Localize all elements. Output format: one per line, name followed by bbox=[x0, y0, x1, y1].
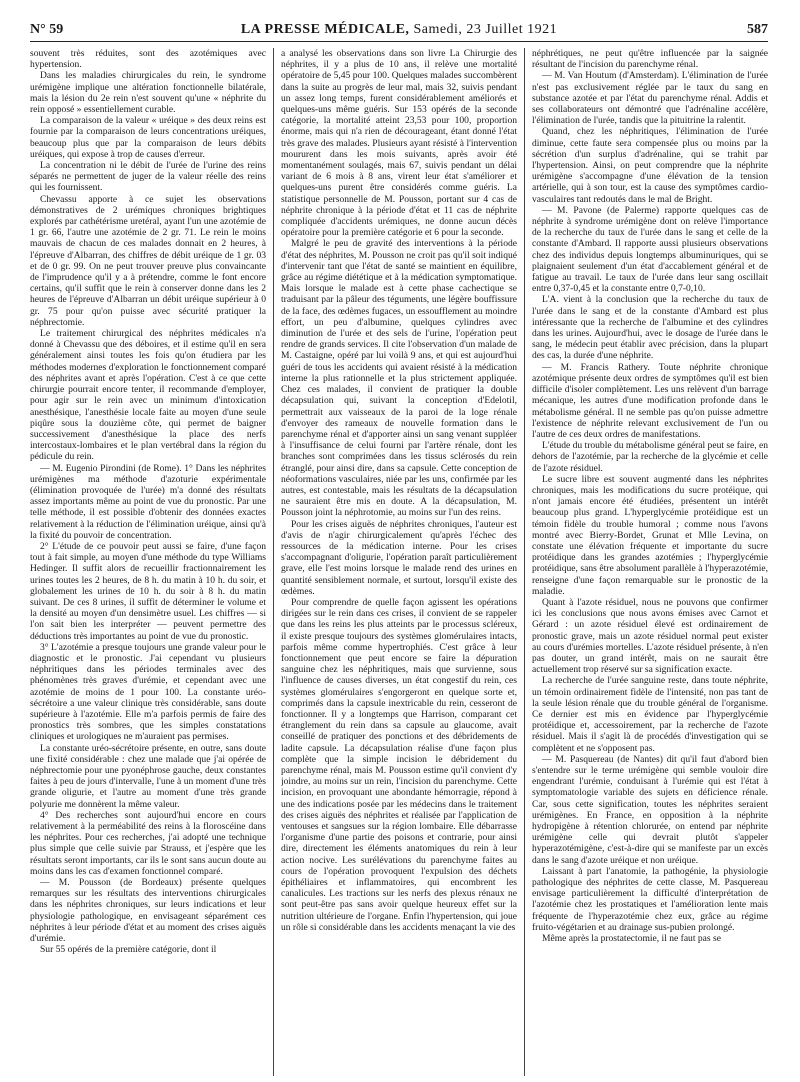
paragraph: Chevassu apporte à ce sujet les observations démonstratives de 2 urémiques chroniques brightiques explorés par cathétérisme uretéral, ayant l'un une azotémie de 1 gr. 66, l'autre une azotémie de 2 gr. 71. Le rein le moins mauvais de chacun de ces malades donnait en 2 heures, à l'épreuve d'Albarran, des chiffres de débit uréique de 1 gr. 03 et de 0 gr. 99. On ne peut trouver preuve plus convaincante de l'imprudence qu'il y a à prétendre, comme le font encore certains, qu'il suffit que le rein à conserver donne dans les 2 heures de l'épreuve d'Albarran un débit uréique supérieur à 0 gr. 75 pour qu'on puisse avec sécurité pratiquer la néphrectomie. bbox=[30, 193, 266, 328]
paragraph: Même après la prostatectomie, il ne faut pas se bbox=[542, 933, 721, 945]
paragraph: — M. Pousson (de Bordeaux) présente quelques remarques sur les résultats des interventions chirurgicales dans les néphrites chroniques, sur leurs indications et leur physiologie pathologique, en envisageant séparément ces néphrites à leur période d'état et au moment des crises aiguës d'urémie. bbox=[30, 877, 266, 945]
paragraph: Dans les maladies chirurgicales du rein, le syndrome urémigène implique une altération fonctionnelle bilatérale, mais la lésion du 2e rein n'est souvent qu'une « néphrite du rein opposé » essentiellement curable. bbox=[30, 70, 266, 116]
running-header bbox=[30, 22, 768, 38]
text-column-left bbox=[30, 48, 266, 1078]
paragraph: — M. Pavone (de Palerme) rapporte quelques cas de néphrite à syndrome urémigène dont on relève l'importance de la recherche du taux de l'urée dans le sang et celle de la constante d'Ambard. Il rapporte aussi plusieurs observations chez des individus depuis longtemps albuminuriques, qui se plaignaient seulement d'un état d'accablement général et de fatigue au travail. Le taux de l'urée dans leur sang oscillait entre 0,37-0,45 et la constante entre 0,7-0,10. bbox=[532, 204, 768, 295]
text-column-right bbox=[532, 48, 768, 1078]
issue-number: N° 59 bbox=[30, 22, 64, 37]
paragraph: Quant à l'azote résiduel, nous ne pouvons que confirmer ici les conclusions que nous avons émises avec Carnot et Gérard : un azote résiduel élevé est ordinairement de pronostic grave, mais un azote résiduel normal peut exister au cours d'urémies mortelles. L'azote résiduel présente, à n'en pas douter, un grand intérêt, mais on ne saurait être actuellement trop réservé sur sa signification exacte. bbox=[532, 596, 768, 676]
paragraph: 3° L'azotémie a presque toujours une grande valeur pour le diagnostic et le pronostic. J'ai cependant vu plusieurs néphritiques dans les périodes terminales avec des phénomènes très graves d'urémie, et cependant avec une azotémie de moins de 1 pour 100. La constante uréo-sécrétoire a une valeur clinique très considérable, sans doute supérieure à l'azotémie. Elle m'a parfois permis de faire des pronostics très sombres, que les simples constatations cliniques et urologiques ne m'auraient pas permises. bbox=[30, 641, 266, 743]
paragraph: 2° L'étude de ce pouvoir peut aussi se faire, d'une façon tout à fait simple, au moyen d'une méthode du type Williams Hedinger. Il suffit alors de recueillir fractionnairement les urines toutes les 2 heures, de 8 h. du matin à 10 h. du soir, et globalement les urines de 10 h. du soir à 8 h. du matin suivant. De ces 8 urines, il suffit de déterminer le volume et la densité au moyen d'un densimètre usuel. Les chiffres — si l'on sait bien les interpréter — peuvent permettre des déductions très importantes au point de vue du pronostic. bbox=[30, 540, 266, 642]
paragraph: souvent très réduites, sont des azotémiques avec hypertension. bbox=[30, 48, 266, 71]
header-rule bbox=[30, 41, 768, 42]
paragraph: L'A. vient à la conclusion que la recherche du taux de l'urée dans le sang et de la constante d'Ambard est plus intéressante que la recherche de l'albumine et des cylindres dans les urines. Aujourd'hui, avec le dosage de l'urée dans le sang, le médecin peut établir avec précision, dans la plupart des cas, la durée d'une néphrite. bbox=[532, 294, 768, 362]
paragraph: — M. Eugenio Pirondini (de Rome). 1° Dans les néphrites urémigènes ma méthode d'azoturie expérimentale (élimination provoquée de l'urée) m'a donné des résultats assez importants même au point de vue du pronostic. Par une telle méthode, il est possible d'obtenir des données exactes relativement à la réduction de l'élimination uréique, ainsi qu'à la fixité du pouvoir de concentration. bbox=[30, 462, 266, 541]
issue-date: Samedi, 23 Juillet 1921 bbox=[413, 22, 558, 37]
paragraph: L'étude du trouble du métabolisme général peut se faire, en dehors de l'azotémie, par la recherche de la glycémie et celle de l'azote résiduel. bbox=[532, 440, 768, 474]
paragraph: néphrétiques, ne peut qu'être influencée par la saignée résultant de l'incision du parenchyme rénal. bbox=[532, 48, 768, 71]
column-divider bbox=[273, 48, 274, 1076]
paragraph: La recherche de l'urée sanguine reste, dans toute néphrite, un témoin ordinairement fidèle de l'intensité, non pas tant de la seule lésion rénale que du trouble général de l'organisme. Ce dernier est mis en évidence par l'hyperglycémie protéidique et, accessoirement, par la recherche de l'azote résiduel. Mais il s'agit là de procédés d'investigation qui se complètent et ne s'opposent pas. bbox=[532, 675, 768, 754]
paragraph: Sur 55 opérés de la première catégorie, dont il bbox=[40, 944, 217, 956]
text-column-middle bbox=[281, 48, 517, 1078]
paragraph: — M. Francis Rathery. Toute néphrite chronique azotémique présente deux ordres de symptômes qu'il est bien difficile d'isoler complètement. Les uns relèvent d'un barrage mécanique, les autres d'une modification profonde dans le métabolisme général. Il ne semble pas qu'on puisse admettre l'existence de néphrite relevant exclusivement de l'un ou l'autre de ces deux ordres de manifestations. bbox=[532, 361, 768, 440]
paragraph: Le sucre libre est souvent augmenté dans les néphrites chroniques, mais les modifications du sucre protéique, qui n'ont jamais encore été étudiées, présentent un intérêt beaucoup plus grand. L'hyperglycémie protéidique est un témoin fidèle du trouble humoral ; comme nous l'avons montré avec Bierry-Bordet, Grunat et Mlle Levina, on constate une élévation fréquente et importante du sucre protéidique dans les grandes azotémies ; l'hyperglycémie protéidique, sans être absolument parallèle à l'hyperazotémie, renseigne d'une façon remarquable sur le pronostic de la maladie. bbox=[532, 473, 768, 597]
paragraph: — M. Van Houtum (d'Amsterdam). L'élimination de l'urée n'est pas exclusivement réglée par le taux du sang en substance azotée et par l'état du parenchyme rénal. Addis et ses collaborateurs ont démontré que l'adrénaline accélère, l'élimination de l'urée, tandis que la pituitrine la ralentit. bbox=[532, 70, 768, 127]
paragraph: La concentration ni le débit de l'urée de l'urine des reins séparés ne permettent de juger de la valeur réelle des reins qui les fournissent. bbox=[30, 160, 266, 194]
paragraph: Quand, chez les néphritiques, l'élimination de l'urée diminue, cette faute sera compensée plus ou moins par la sécrétion d'un surplus d'adrénaline, qui se trahit par l'hypertension. Ainsi, on peut comprendre que la néphrite urémigène s'accompagne d'une élévation de la tension artérielle, qui à son tour, est la cause des symptômes cardio-vasculaires tant redoutés dans le mal de Bright. bbox=[532, 126, 768, 205]
column-divider bbox=[524, 48, 525, 1076]
paragraph: a analysé les observations dans son livre La Chirurgie des néphrites, il y a plus de 10 ans, il relève une mortalité opératoire de 5,45 pour 100. Quelques malades succombèrent dans la suite au progrès de leur mal, mais 32, suivis pendant un assez long temps, furent considérablement améliorés et quelques-uns même guéris. Sur 153 opérés de la seconde catégorie, la mortalité atteint 23,53 pour 100, proportion énorme, mais qui n'a rien de décourageant, étant donné l'état très grave des malades. Plusieurs ayant résisté à l'intervention moururent dans les mois suivants, après avoir été momentanément soulagés, mais 67, suivis pendant un délai variant de 6 mois à 8 ans, virent leur état s'améliorer et quelques-uns purent être considérés comme guéris. La statistique personnelle de M. Pousson, portant sur 4 cas de néphrite chronique à la période d'état et 11 cas de néphrite compliquée d'accidents urémiques, ne donne aucun décès opératoire pour la première catégorie et 6 pour la seconde. bbox=[281, 48, 517, 239]
paragraph: — M. Pasquereau (de Nantes) dit qu'il faut d'abord bien s'entendre sur le terme urémigène qui semble vouloir dire engendrant l'urémie, conduisant à l'urémie qui est l'état à symptomatologie variable des sujets en déficience rénale. Car, sous cette signification, toutes les néphrites seraient urémigènes. En France, en opposition à la néphrite hydropigène à rétention chlorurée, on entend par néphrite urémigène celle qui devrait plutôt s'appeler hyperazotémigène, c'est-à-dire qui se manifeste par un excès dans le sang d'azote uréique et non uréique. bbox=[532, 753, 768, 866]
paragraph: Laissant à part l'anatomie, la pathogénie, la physiologie pathologique des néphrites de cette classe, M. Pasquereau envisage particulièrement la difficulté d'interprétation de l'azotémie chez les prostatiques et l'amélioration lente mais fréquente de l'hyperazotémie chez eux, grâce au régime fruito-végétarien et au drainage sus-pubien prolongé. bbox=[532, 865, 768, 933]
paragraph: 4° Des recherches sont aujourd'hui encore en cours relativement à la perméabilité des reins à la floroscéine dans les néphrites. Pour ces recherches, j'ai adopté une technique plus simple que celle suivie par Strauss, et j'espère que les résultats seront importants, car ils le sont sans aucun doute au moins dans les cas d'examen fonctionnel comparé. bbox=[30, 809, 266, 877]
journal-name: LA PRESSE MÉDICALE, bbox=[240, 22, 410, 37]
journal-title-line bbox=[30, 22, 768, 38]
paragraph: La constante uréo-sécrétoire présente, en outre, sans doute une fixité considérable : chez une malade que j'ai opérée de néphrectomie pour une pyonéphrose gauche, deux constantes faites à peu de jours d'intervalle, l'une à un moment d'une très grande oligurie, et l'autre au moment d'une très grande polyurie me donnèrent la même valeur. bbox=[30, 742, 266, 810]
paragraph: Le traitement chirurgical des néphrites médicales n'a donné à Chevassu que des déboires, et il estime qu'il en sera généralement ainsi toutes les fois qu'on étudiera par les méthodes modernes d'exploration le fonctionnement comparé des néphrites avant et après l'opération. C'est à ce que cette chirurgie pourrait encore tenter, il recommande d'employer, pour agir sur le rein avec un minimum d'intoxication anesthésique, l'anesthésie locale faite au moyen d'une seule piqûre sous la douzième côte, qui permet de baigner successivement d'anesthésique la place des nerfs intercostaux-lombaires et le plan vertébral dans la région du pédicule du rein. bbox=[30, 328, 266, 463]
paragraph: Pour comprendre de quelle façon agissent les opérations dirigées sur le rein dans ces crises, il convient de se rappeler que dans les reins les plus atteints par le processus scléreux, il existe presque toujours des systèmes glomérulaires intacts, parfois même comme hypertrophiés. C'est grâce à leur fonctionnement que peut encore se faire la dépuration sanguine chez les néphritiques, mais que survienne, sous l'influence de causes diverses, un état congestif du rein, ces systèmes glomérulaires s'engorgeront en quelque sorte et, comprimés dans la capsule inextricable du rein, cesseront de fonctionner. Il y a longtemps que Harrison, comparant cet étranglement du rein dans sa capsule au glaucome, avait conseillé de pratiquer des ponctions et des débridements de ladite capsule. La décapsulation réalise d'une façon plus complète que la simple incision le débridement du parenchyme rénal, mais M. Pousson estime qu'il convient d'y joindre, au moins sur un rein, l'incision du parenchyme. Cette incision, en provoquant une abondante hémorragie, répond à une des indications posée par les médecins dans le traitement des crises aiguës des néphrites et réalisée par l'application de ventouses et sangsues sur la région lombaire. Elle débarrasse l'organisme d'une partie des poisons et contrarie, pour ainsi dire, directement les éléments anatomiques du rein à leur action nocive. Les surélévations du parenchyme faites au cours de l'opération provoquent l'expulsion des déchets épithéliaires et inflammatoires, qui encombrent les canalicules. Les tractions sur les nerfs des plexus rénaux ne sont peut-être pas sans avoir quelque heureux effet sur la nutrition ultérieure de l'organe. Enfin l'hypertension, qui joue un rôle si considérable dans les accidents menaçant la vie des bbox=[281, 596, 517, 933]
paragraph: La comparaison de la valeur « uréique » des deux reins est fournie par la comparaison de leurs concentrations uréiques, beaucoup plus que par la comparaison de leurs débits uréiques, qui expose à trop de causes d'erreur. bbox=[30, 115, 266, 160]
paragraph: Pour les crises aiguës de néphrites chroniques, l'auteur est d'avis de n'agir chirurgicalement qu'après l'échec des ressources de la médication interne. Pour les crises s'accompagnant d'oligurie, l'opération paraît particulièrement grave, elle l'est moins lorsque le malade rend des urines en quantité sensiblement normale, et surtout, lorsqu'il existe des œdèmes. bbox=[281, 518, 517, 597]
page-number: 587 bbox=[747, 22, 768, 37]
paragraph: Malgré le peu de gravité des interventions à la période d'état des néphrites, M. Pousson ne croit pas qu'il soit indiqué d'intervenir tant que l'état de santé se maintient en équilibre, grâce au régime diététique et à la médication symptomatique. Mais lorsque le malade est à cette phase cachectique se traduisant par la pâleur des téguments, une légère bouffissure de la face, des œdèmes fugaces, un essoufflement au moindre effort, un peu d'albumine, quelques cylindres avec diminution de l'urée et des sels de l'urine, l'opération peut rendre de grands services. Il cite l'observation d'un malade de M. Castaigne, opéré par lui voilà 9 ans, et qui est aujourd'hui guéri de tous les accidents qui avaient résisté à la médication interne la plus rationnelle et la plus strictement appliquée. Chez ces malades, il convient de pratiquer la double décapsulation qui, suivant la conception d'Edelotil, permettrait aux vaisseaux de la paroi de la loge rénale d'envoyer des rameaux de nouvelle formation dans le parenchyme rénal et d'apporter ainsi un sang venant suppléer à l'insuffisance de celui fourni par l'artère rénale, dont les branches sont comprimées dans les tissus sclérosés du rein étranglé, pour ainsi dire, dans sa capsule. Cette conception de néoformations vasculaires, niée par les uns, confirmée par les autres, est contestable, mais les résultats de la décapsulation ne sauraient être mis en doute. A la décapsulation, M. Pousson joint la néphrotomie, au moins sur l'un des reins. bbox=[281, 238, 517, 519]
